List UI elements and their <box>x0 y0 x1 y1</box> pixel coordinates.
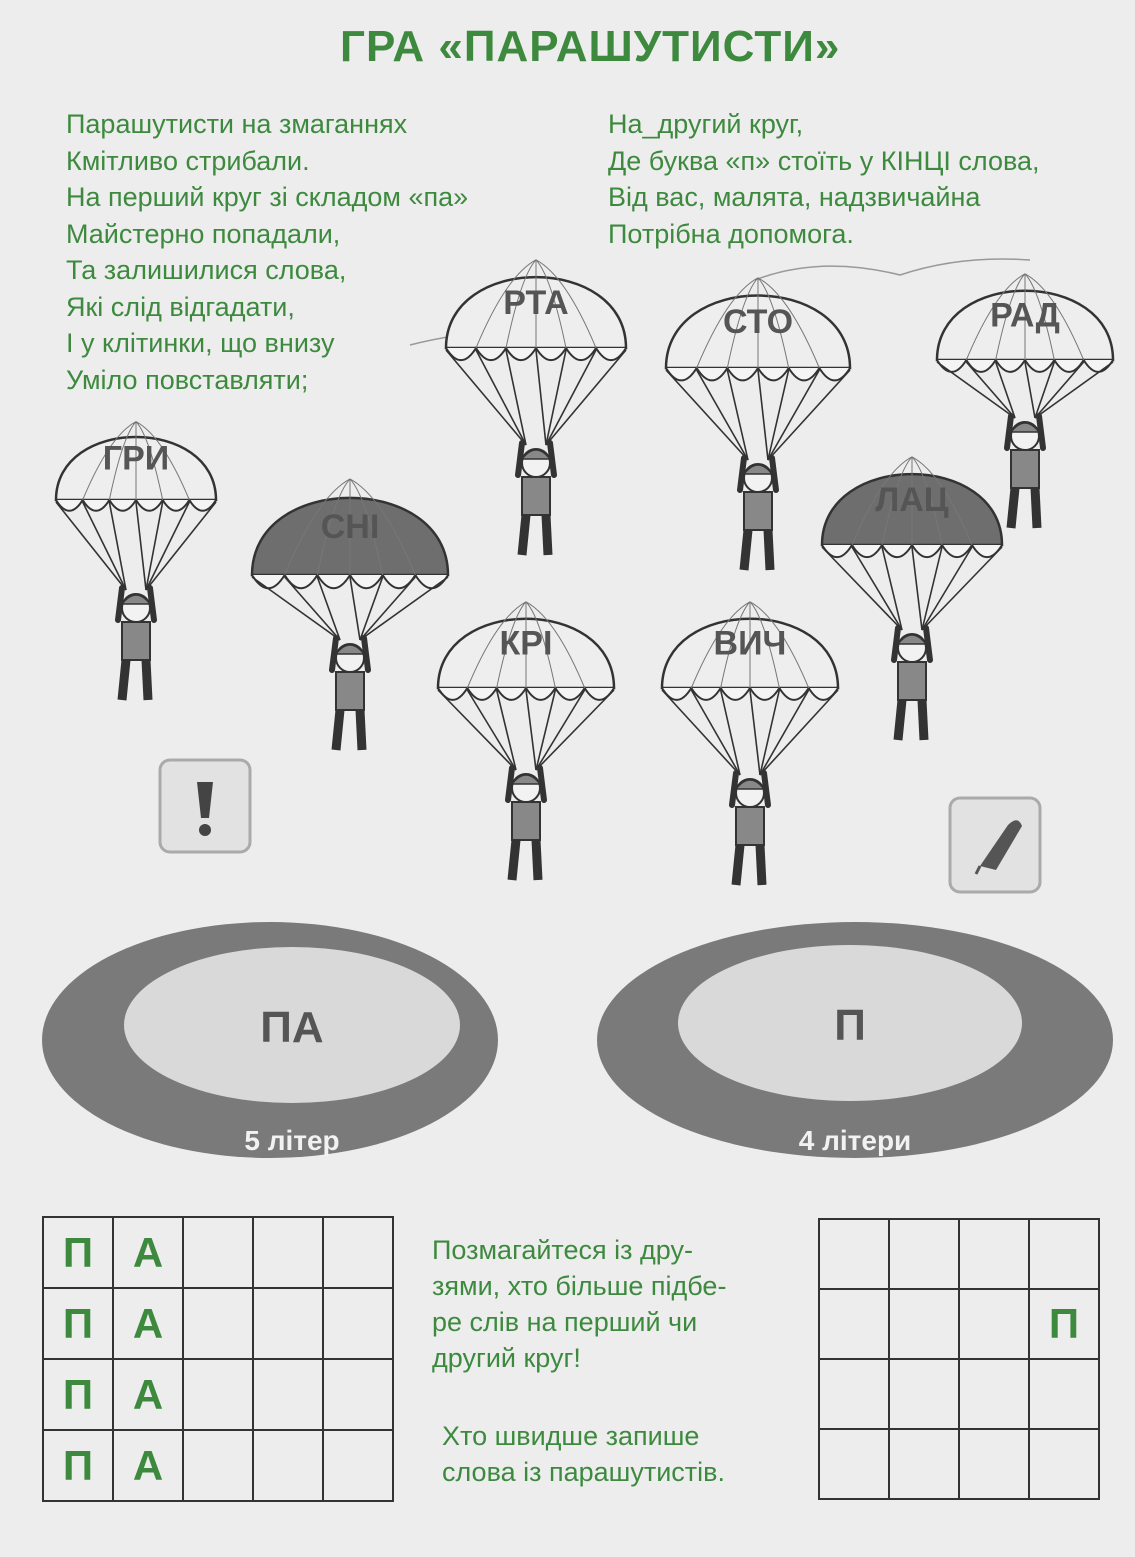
grid-cell[interactable] <box>1029 1219 1099 1289</box>
word-grid-right <box>818 1218 1100 1500</box>
parachute-label: ВИЧ <box>713 624 787 663</box>
grid-cell[interactable] <box>323 1359 393 1430</box>
parachute-line <box>760 690 809 775</box>
grid-cell[interactable] <box>959 1219 1029 1289</box>
ring-p <box>597 922 1113 1158</box>
grid-cell[interactable] <box>889 1359 959 1429</box>
parachute-line <box>691 690 740 775</box>
grid-cell[interactable]: П <box>43 1217 113 1288</box>
parachute-line <box>662 690 740 775</box>
exclamation-icon <box>160 760 250 852</box>
word-grid-left <box>42 1216 394 1502</box>
poem-line: Які слід відгадати, <box>66 291 295 322</box>
poem-line: Кмітливо стрибали. <box>66 145 310 176</box>
jumper-body <box>1011 450 1039 488</box>
parachute-line <box>438 690 516 770</box>
jumper-legs <box>898 700 924 740</box>
grid-cell[interactable] <box>959 1359 1029 1429</box>
grid-cell[interactable]: А <box>113 1288 183 1359</box>
parachute-line <box>536 690 555 770</box>
hurry-text <box>442 1418 822 1490</box>
jumper-helmet <box>336 645 364 654</box>
grid-cell[interactable]: А <box>113 1359 183 1430</box>
parachutist <box>252 479 448 750</box>
poem-line: Парашутисти на змаганнях <box>66 109 408 139</box>
parachute-line <box>758 370 768 460</box>
grid-cell[interactable] <box>959 1289 1029 1359</box>
parachute-line <box>536 690 585 770</box>
parachute-line <box>697 370 748 460</box>
parachute-line <box>536 350 546 445</box>
jumper-body <box>512 802 540 840</box>
parachute-line <box>476 350 526 445</box>
grid-row <box>43 1359 393 1430</box>
parachute-line <box>536 690 614 770</box>
grid-cell[interactable]: П <box>43 1359 113 1430</box>
parachute-line <box>922 547 942 630</box>
ring-pa <box>42 922 498 1158</box>
grid-cell[interactable] <box>253 1430 323 1501</box>
parachute-line <box>768 370 819 460</box>
hurry-line: слова із парашутистів. <box>442 1457 725 1487</box>
parachutist <box>56 422 216 700</box>
jumper-helmet <box>1011 423 1039 432</box>
grid-cell[interactable] <box>323 1288 393 1359</box>
parachute-line <box>666 370 748 460</box>
grid-row <box>819 1429 1099 1499</box>
parachute-line <box>83 502 126 590</box>
parachute-line <box>822 547 902 630</box>
jumper-legs <box>336 710 362 750</box>
parachute-line <box>546 350 626 445</box>
grid-cell[interactable]: А <box>113 1430 183 1501</box>
parachutist <box>446 260 626 555</box>
jumper-legs <box>512 840 538 880</box>
jumper-body <box>336 672 364 710</box>
challenge-text <box>432 1232 792 1376</box>
grid-cell[interactable] <box>323 1430 393 1501</box>
jumper-body <box>744 492 772 530</box>
parachute-label: СНІ <box>320 507 380 546</box>
parachute-line <box>750 690 760 775</box>
challenge-line: Позмагайтеся із дру- <box>432 1235 693 1265</box>
poem-line: Уміло повставляти; <box>66 364 309 395</box>
page-title: ГРА «ПАРАШУТИСТИ» <box>340 22 841 71</box>
parachute-label: РАД <box>990 296 1060 335</box>
jumper-legs <box>122 660 148 700</box>
parachute-line <box>768 370 789 460</box>
parachute-label: ЛАЦ <box>875 480 949 519</box>
parachute-label: ГРИ <box>102 439 170 478</box>
hurry-line: Хто швидше запише <box>442 1421 700 1451</box>
grid-cell[interactable] <box>889 1289 959 1359</box>
poem-line: На_другий круг, <box>608 109 804 139</box>
parachute-line <box>350 577 360 640</box>
grid-cell[interactable] <box>889 1219 959 1289</box>
poem-line: На перший круг зі складом «па» <box>66 182 469 212</box>
grid-row <box>43 1288 393 1359</box>
jumper-body <box>122 622 150 660</box>
grid-cell[interactable] <box>819 1289 889 1359</box>
grid-cell[interactable] <box>253 1288 323 1359</box>
grid-cell[interactable] <box>253 1359 323 1430</box>
jumper-helmet <box>512 775 540 784</box>
parachute-line <box>506 350 526 445</box>
parachute-line <box>109 502 126 590</box>
parachute-line <box>446 350 526 445</box>
grid-cell[interactable] <box>1029 1429 1099 1499</box>
parachute-line <box>727 370 748 460</box>
jumper-body <box>736 807 764 845</box>
grid-cell[interactable] <box>819 1219 889 1289</box>
parachute-line <box>852 547 902 630</box>
parachute-line <box>760 690 779 775</box>
grid-row <box>43 1430 393 1501</box>
parachute-line <box>721 690 740 775</box>
jumper-legs <box>1011 488 1037 528</box>
jumper-helmet <box>122 595 150 604</box>
parachute-label: РТА <box>503 283 569 322</box>
grid-cell[interactable] <box>819 1429 889 1499</box>
parachute-line <box>546 350 566 445</box>
parachute-line <box>146 502 189 590</box>
grid-row <box>43 1217 393 1288</box>
parachutist <box>666 278 850 570</box>
poem-line: Майстерно попадали, <box>66 218 341 249</box>
ring-caption: 5 літер <box>244 1125 340 1156</box>
ring-caption: 4 літери <box>798 1125 912 1156</box>
parachute-label: СТО <box>722 303 794 342</box>
poem-line: Та залишилися слова, <box>66 255 347 285</box>
grid-cell[interactable] <box>889 1429 959 1499</box>
grid-row <box>819 1219 1099 1289</box>
ring-label: ПА <box>260 1003 324 1052</box>
grid-cell[interactable] <box>323 1217 393 1288</box>
grid-cell[interactable] <box>183 1359 253 1430</box>
challenge-line: другий круг! <box>432 1343 581 1373</box>
parachute-line <box>146 502 216 590</box>
parachutist <box>822 457 1002 740</box>
parachute-line <box>526 690 536 770</box>
jumper-legs <box>736 845 762 885</box>
poem-line: Від вас, малята, надзвичайна <box>608 182 981 212</box>
grid-cell[interactable] <box>1029 1359 1099 1429</box>
parachute-line <box>922 547 972 630</box>
parachute-line <box>912 547 922 630</box>
parachutist <box>662 602 838 885</box>
pen-icon <box>950 798 1040 892</box>
parachute-line <box>882 547 902 630</box>
jumper-helmet <box>522 450 550 459</box>
grid-row <box>819 1359 1099 1429</box>
jumper-body <box>898 662 926 700</box>
challenge-line: ре слів на перший чи <box>432 1307 698 1337</box>
parachute-line <box>760 690 838 775</box>
parachutist <box>438 602 614 880</box>
jumper-body <box>522 477 550 515</box>
grid-row <box>819 1289 1099 1359</box>
grid-cell[interactable] <box>183 1217 253 1288</box>
grid-cell[interactable] <box>253 1217 323 1288</box>
parachute-line <box>146 502 163 590</box>
jumper-legs <box>744 530 770 570</box>
parachute-line <box>922 547 1002 630</box>
parachute-line <box>56 502 126 590</box>
poem-line: І у клітинки, що внизу <box>66 328 335 358</box>
jumper-helmet <box>898 635 926 644</box>
poem-line: Потрібна допомога. <box>608 218 854 249</box>
parachute-label: КРІ <box>499 624 553 663</box>
jumper-helmet <box>744 465 772 474</box>
grid-cell[interactable]: П <box>43 1288 113 1359</box>
parachute-line <box>467 690 516 770</box>
grid-cell[interactable] <box>819 1359 889 1429</box>
grid-cell[interactable]: П <box>43 1430 113 1501</box>
ring-label: П <box>834 1001 866 1050</box>
parachute-line <box>497 690 516 770</box>
grid-cell[interactable] <box>183 1288 253 1359</box>
parachute-line <box>136 502 146 590</box>
grid-cell[interactable]: А <box>113 1217 183 1288</box>
grid-cell[interactable] <box>959 1429 1029 1499</box>
challenge-line: зями, хто більше підбе- <box>432 1271 727 1301</box>
grid-cell[interactable] <box>183 1430 253 1501</box>
parachute-line <box>546 350 596 445</box>
jumper-legs <box>522 515 548 555</box>
parachute-line <box>768 370 850 460</box>
jumper-helmet <box>736 780 764 789</box>
grid-cell[interactable]: П <box>1029 1289 1099 1359</box>
poem-line: Де буква «п» стоїть у КІНЦІ слова, <box>608 145 1040 176</box>
